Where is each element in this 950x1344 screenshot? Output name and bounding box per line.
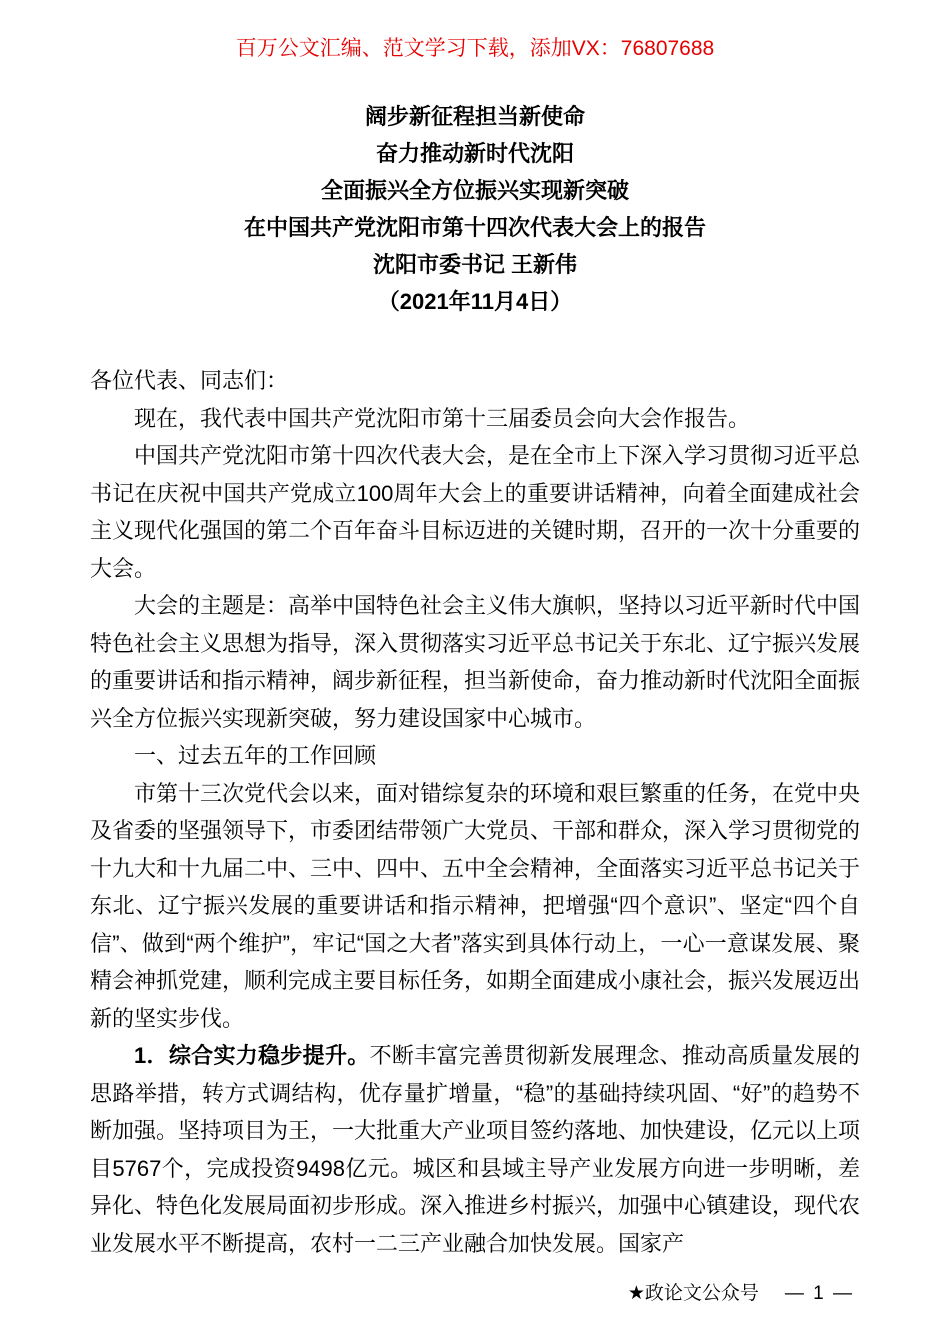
paragraph: 1．综合实力稳步提升。不断丰富完善贯彻新发展理念、推动高质量发展的思路举措，转方式调结构，优存量扩增量，“稳”的基础持续巩固、“好”的趋势不断加强。坚持项目为王，一大批重大产业项目签约落地、加快建设，亿元以上项目5767个，完成投资9498亿元。城区和县域主导产业发展方向进一步明晰，差异化、特色化发展局面初步形成。深入推进乡村振兴，加强中心镇建设，现代农业发展水平不断提高，农村一二三产业融合加快发展。国家产 <box>90 1043 861 1256</box>
title-line: （2021年11月4日） <box>377 289 573 314</box>
page-footer <box>628 1282 854 1306</box>
page-number: — 1 — <box>784 1283 854 1304</box>
title-line: 奋力推动新时代沈阳 <box>375 141 574 166</box>
paragraph: 市第十三次党代会以来，面对错综复杂的环境和艰巨繁重的任务，在党中央及省委的坚强领导下，市委团结带领广大党员、干部和群众，深入学习贯彻党的十九大和十九届二中、三中、四中、五中全会精神，全面落实习近平总书记关于东北、辽宁振兴发展的重要讲话和指示精神，把增强“四个意识”、坚定“四个自信”、做到“两个维护”，牢记“国之大者”落实到具体行动上，一心一意谋发展、聚精会神抓党建，顺利完成主要目标任务，如期全面建成小康社会，振兴发展迈出新的坚实步伐。 <box>90 780 861 1031</box>
paragraph: 一、过去五年的工作回顾 <box>134 743 377 768</box>
paragraph: 现在，我代表中国共产党沈阳市第十三届委员会向大会作报告。 <box>134 405 751 431</box>
footer-source-label: ★政论文公众号 <box>627 1283 759 1304</box>
title-line: 沈阳市委书记 王新伟 <box>372 252 578 277</box>
header-notice: 百万公文汇编、范文学习下载，添加VX：76807688 <box>235 37 715 60</box>
paragraph: 大会的主题是：高举中国特色社会主义伟大旗帜，坚持以习近平新时代中国特色社会主义思想为指导，深入贯彻落实习近平总书记关于东北、辽宁振兴发展的重要讲话和指示精神，阔步新征程，担当新使命，奋力推动新时代沈阳全面振兴全方位振兴实现新突破，努力建设国家中心城市。 <box>90 593 861 731</box>
paragraph: 各位代表、同志们： <box>90 368 289 393</box>
title-line: 全面振兴全方位振兴实现新突破 <box>320 178 629 203</box>
title-block <box>90 98 860 320</box>
body-block <box>90 362 860 1262</box>
paragraph-lead: 1．综合实力稳步提升。 <box>134 1043 370 1068</box>
title-line: 在中国共产党沈阳市第十四次代表大会上的报告 <box>243 215 706 240</box>
title-line: 阔步新征程担当新使命 <box>364 104 585 129</box>
paragraph: 中国共产党沈阳市第十四次代表大会，是在全市上下深入学习贯彻习近平总书记在庆祝中国共产党成立100周年大会上的重要讲话精神，向着全面建成社会主义现代化强国的第二个百年奋斗目标迈进的关键时期，召开的一次十分重要的大会。 <box>90 443 861 581</box>
